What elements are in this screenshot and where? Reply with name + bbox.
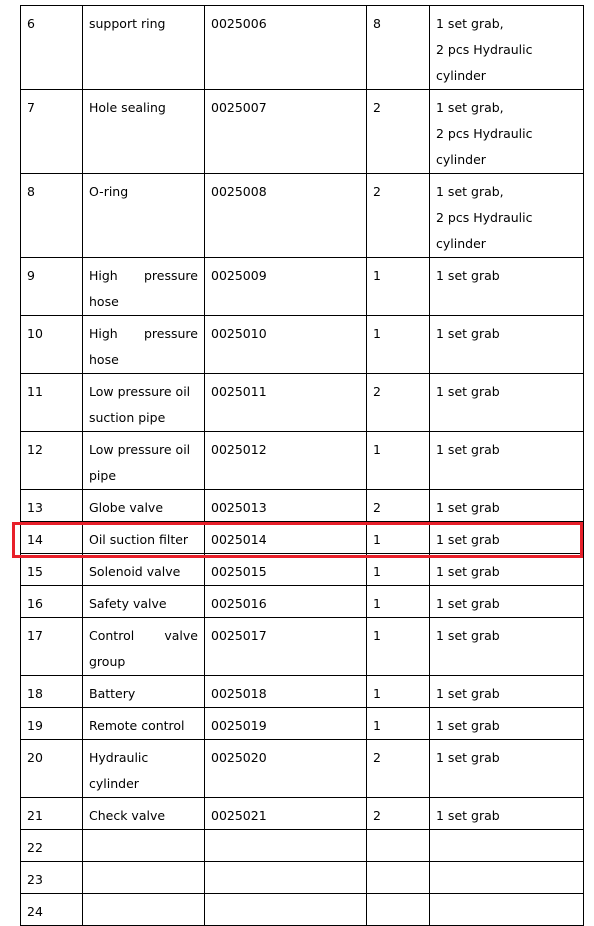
table-row (21, 586, 584, 618)
cell-item-number: 23 (21, 862, 83, 894)
cell-item-number: 9 (21, 258, 83, 316)
cell-part-code (205, 894, 367, 926)
cell-part-name (83, 6, 205, 90)
cell-part-name (83, 894, 205, 926)
part-name-line: support ring (89, 16, 166, 31)
table-row (21, 432, 584, 490)
cell-item-number: 12 (21, 432, 83, 490)
remark-line: 2 pcs Hydraulic cylinder (436, 210, 533, 251)
cell-item-number: 20 (21, 740, 83, 798)
cell-part-name (83, 830, 205, 862)
cell-part-code: 0025013 (205, 490, 367, 522)
cell-quantity: 1 (367, 258, 430, 316)
cell-part-name (83, 862, 205, 894)
cell-quantity: 1 (367, 676, 430, 708)
cell-quantity (367, 830, 430, 862)
cell-part-code: 0025010 (205, 316, 367, 374)
cell-remark (430, 740, 584, 798)
cell-quantity: 2 (367, 90, 430, 174)
cell-item-number: 11 (21, 374, 83, 432)
remark-line: 1 set grab, (436, 184, 504, 199)
table-row (21, 490, 584, 522)
remark-line: 2 pcs Hydraulic cylinder (436, 126, 533, 167)
cell-part-code: 0025006 (205, 6, 367, 90)
cell-item-number: 15 (21, 554, 83, 586)
cell-item-number: 16 (21, 586, 83, 618)
cell-item-number: 7 (21, 90, 83, 174)
remark-line: 1 set grab (436, 442, 500, 457)
cell-part-code: 0025016 (205, 586, 367, 618)
table-row (21, 316, 584, 374)
cell-part-name (83, 522, 205, 554)
cell-part-name (83, 174, 205, 258)
cell-part-name (83, 90, 205, 174)
cell-item-number: 24 (21, 894, 83, 926)
cell-item-number: 21 (21, 798, 83, 830)
cell-part-name (83, 740, 205, 798)
cell-part-name (83, 316, 205, 374)
remark-line: 1 set grab (436, 750, 500, 765)
remark-line: 1 set grab (436, 532, 500, 547)
table-row (21, 862, 584, 894)
cell-part-code: 0025014 (205, 522, 367, 554)
cell-part-code (205, 862, 367, 894)
remark-line: 1 set grab (436, 596, 500, 611)
cell-remark (430, 618, 584, 676)
table-row (21, 174, 584, 258)
cell-remark (430, 894, 584, 926)
part-name-line: group (89, 654, 126, 669)
cell-quantity: 1 (367, 522, 430, 554)
cell-remark (430, 830, 584, 862)
part-name-line: High pressure (89, 268, 198, 283)
cell-remark (430, 374, 584, 432)
part-name-line: Low pressure oil (89, 442, 191, 457)
cell-remark (430, 6, 584, 90)
cell-item-number: 13 (21, 490, 83, 522)
part-name-line: O-ring (89, 184, 129, 199)
cell-part-name (83, 258, 205, 316)
cell-quantity: 1 (367, 618, 430, 676)
part-name-line: Control valve (89, 628, 198, 643)
cell-remark (430, 798, 584, 830)
cell-part-name (83, 708, 205, 740)
cell-quantity: 2 (367, 374, 430, 432)
cell-item-number: 17 (21, 618, 83, 676)
part-name-line: cylinder (89, 776, 139, 791)
cell-part-name (83, 798, 205, 830)
cell-part-code: 0025017 (205, 618, 367, 676)
cell-part-code: 0025019 (205, 708, 367, 740)
cell-remark (430, 432, 584, 490)
cell-part-code (205, 830, 367, 862)
cell-part-code: 0025021 (205, 798, 367, 830)
part-name-line: hose (89, 352, 119, 367)
cell-quantity (367, 894, 430, 926)
cell-part-code: 0025012 (205, 432, 367, 490)
cell-remark (430, 708, 584, 740)
cell-part-code: 0025020 (205, 740, 367, 798)
cell-item-number: 10 (21, 316, 83, 374)
remark-line: 1 set grab, (436, 100, 504, 115)
remark-line: 1 set grab (436, 268, 500, 283)
remark-line: 1 set grab (436, 628, 500, 643)
cell-part-name (83, 676, 205, 708)
part-name-line: Remote control (89, 718, 185, 733)
cell-quantity: 1 (367, 432, 430, 490)
table-row (21, 554, 584, 586)
part-name-line: High pressure (89, 326, 198, 341)
part-name-line: Hole sealing (89, 100, 166, 115)
cell-part-name (83, 374, 205, 432)
cell-item-number: 19 (21, 708, 83, 740)
cell-part-code: 0025015 (205, 554, 367, 586)
cell-quantity: 2 (367, 490, 430, 522)
cell-part-name (83, 554, 205, 586)
cell-part-code: 0025008 (205, 174, 367, 258)
cell-remark (430, 490, 584, 522)
cell-remark (430, 522, 584, 554)
remark-line: 1 set grab (436, 384, 500, 399)
table-row (21, 798, 584, 830)
table-row (21, 618, 584, 676)
table-row (21, 374, 584, 432)
remark-line: 1 set grab (436, 326, 500, 341)
part-name-line: Solenoid valve (89, 564, 181, 579)
part-name-line: Oil suction filter (89, 532, 189, 547)
table-row (21, 740, 584, 798)
table-row (21, 894, 584, 926)
cell-part-code: 0025007 (205, 90, 367, 174)
table-row (21, 258, 584, 316)
cell-quantity: 8 (367, 6, 430, 90)
cell-part-name (83, 432, 205, 490)
remark-line: 2 pcs Hydraulic cylinder (436, 42, 533, 83)
cell-remark (430, 676, 584, 708)
cell-item-number: 6 (21, 6, 83, 90)
cell-remark (430, 862, 584, 894)
cell-quantity: 1 (367, 586, 430, 618)
part-name-line: Battery (89, 686, 136, 701)
remark-line: 1 set grab (436, 808, 500, 823)
cell-remark (430, 586, 584, 618)
part-name-line: Low pressure oil (89, 384, 191, 399)
cell-remark (430, 554, 584, 586)
remark-line: 1 set grab, (436, 16, 504, 31)
cell-remark (430, 174, 584, 258)
part-name-line: Hydraulic (89, 750, 149, 765)
cell-quantity: 1 (367, 554, 430, 586)
table-row-highlighted (21, 676, 584, 708)
table-row (21, 6, 584, 90)
remark-line: 1 set grab (436, 500, 500, 515)
part-name-line: suction pipe (89, 410, 166, 425)
parts-table (20, 5, 584, 926)
cell-quantity: 2 (367, 740, 430, 798)
table-row (21, 830, 584, 862)
cell-part-name (83, 490, 205, 522)
table-row (21, 522, 584, 554)
cell-remark (430, 258, 584, 316)
cell-quantity: 2 (367, 174, 430, 258)
cell-quantity: 2 (367, 798, 430, 830)
cell-remark (430, 316, 584, 374)
table-row (21, 90, 584, 174)
cell-item-number: 22 (21, 830, 83, 862)
cell-quantity: 1 (367, 708, 430, 740)
cell-item-number: 18 (21, 676, 83, 708)
cell-part-code: 0025009 (205, 258, 367, 316)
table-row (21, 708, 584, 740)
cell-item-number: 14 (21, 522, 83, 554)
part-name-line: hose (89, 294, 119, 309)
cell-part-code: 0025011 (205, 374, 367, 432)
remark-line: 1 set grab (436, 564, 500, 579)
remark-line: 1 set grab (436, 686, 500, 701)
part-name-line: Globe valve (89, 500, 164, 515)
cell-part-name (83, 618, 205, 676)
part-name-line: Check valve (89, 808, 166, 823)
cell-quantity (367, 862, 430, 894)
cell-quantity: 1 (367, 316, 430, 374)
parts-table-body (21, 6, 584, 926)
cell-remark (430, 90, 584, 174)
part-name-line: pipe (89, 468, 117, 483)
cell-part-code: 0025018 (205, 676, 367, 708)
part-name-line: Safety valve (89, 596, 167, 611)
cell-part-name (83, 586, 205, 618)
cell-item-number: 8 (21, 174, 83, 258)
remark-line: 1 set grab (436, 718, 500, 733)
